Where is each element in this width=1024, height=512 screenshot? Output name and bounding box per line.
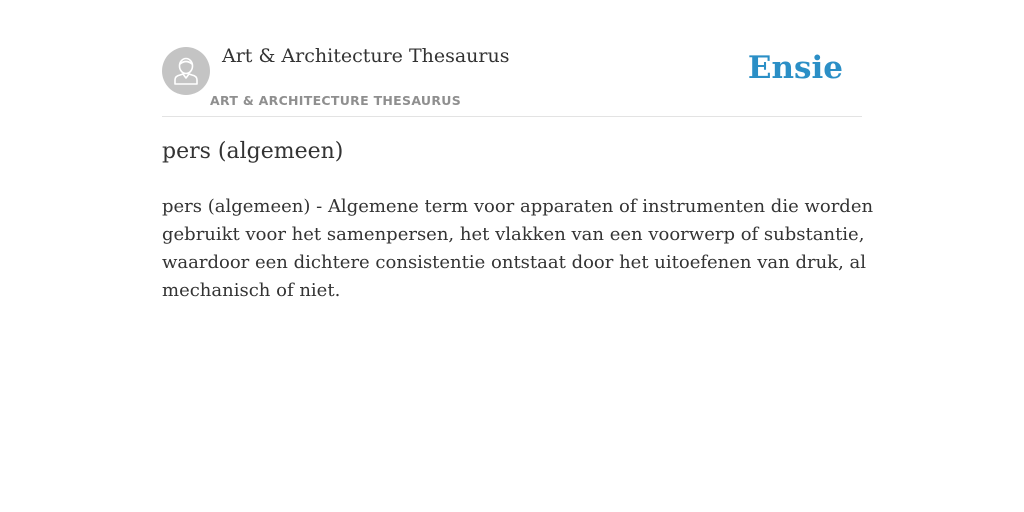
source-subtitle: ART & ARCHITECTURE THESAURUS	[210, 93, 462, 108]
definition-line: gebruikt voor het samenpersen, het vlakken van een voorwerp of substantie,	[162, 224, 865, 245]
entry-definition	[162, 193, 874, 305]
ensie-logo[interactable]: Ensie	[747, 50, 843, 86]
entry-title: pers (algemeen)	[162, 139, 344, 164]
definition-line: waardoor een dichtere consistentie ontstaat door het uitoefenen van druk, al	[162, 252, 867, 273]
definition-line: mechanisch of niet.	[162, 280, 341, 301]
source-title-link[interactable]: Art & Architecture Thesaurus	[222, 45, 510, 67]
source-header	[162, 40, 862, 117]
user-avatar-icon[interactable]	[162, 47, 210, 95]
definition-line: pers (algemeen) - Algemene term voor apparaten of instrumenten die worden	[162, 196, 874, 217]
